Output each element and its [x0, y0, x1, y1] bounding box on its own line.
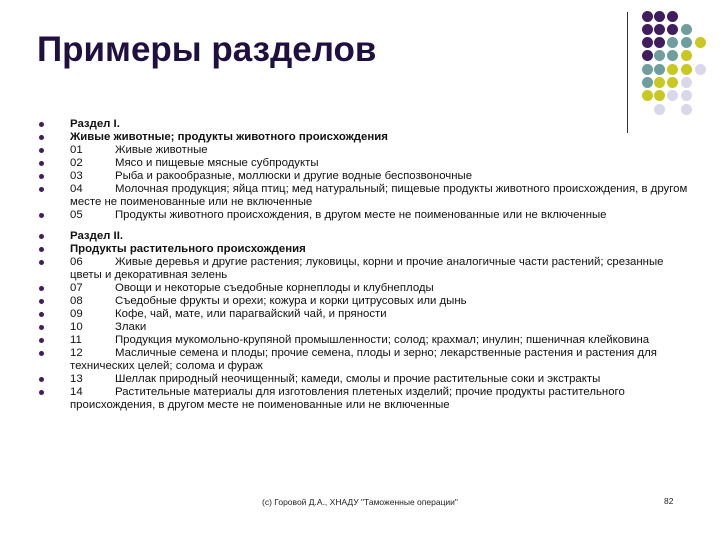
item-text: Молочная продукция; яйца птиц; мед натуральный; пищевые продукты животного происхождения, в другом месте не поименованные или не включенные	[70, 183, 688, 208]
item-text: Продукция мукомольно-крупяной промышленности; солод; крахмал; инулин; пшеничная клейковина	[115, 334, 650, 346]
item-code: 08	[70, 295, 83, 307]
decorative-dot	[642, 37, 653, 48]
decorative-dot	[642, 11, 653, 22]
decorative-dot	[667, 24, 678, 35]
decorative-dot	[654, 37, 665, 48]
decorative-dot	[681, 50, 692, 61]
item-code: 01	[70, 144, 83, 156]
decorative-dot	[642, 50, 653, 61]
list-item	[38, 230, 688, 243]
decorative-dot	[654, 104, 665, 115]
list-item	[38, 386, 688, 412]
list-item	[38, 373, 688, 386]
decorative-dot	[681, 90, 692, 101]
footer-text: (с) Горовой Д.А., ХНАДУ "Таможенные операции"	[262, 497, 458, 507]
item-text: Масличные семена и плоды; прочие семена, плоды и зерно; лекарственные растения и растения для технических целей; солома и фураж	[70, 347, 657, 372]
divider-line	[627, 12, 628, 133]
list-item	[38, 183, 688, 209]
decorative-dot	[667, 50, 678, 61]
list-item	[38, 144, 688, 157]
list-item	[38, 209, 688, 222]
item-code: 06	[70, 256, 83, 268]
item-text: Рыба и ракообразные, моллюски и другие водные беспозвоночные	[115, 170, 473, 182]
decorative-dot	[654, 64, 665, 75]
decorative-dot	[654, 90, 665, 101]
decorative-dot	[681, 77, 692, 88]
item-code: 10	[70, 321, 83, 333]
list-item	[38, 243, 688, 256]
item-text: Растительные материалы для изготовления плетеных изделий; прочие продукты растительного происхождения, в другом месте не поименованные или не включенные	[70, 386, 625, 411]
item-text: Живые деревья и другие растения; луковицы, корни и прочие аналогичные части растений; срезанные цветы и декоративная зелень	[70, 256, 664, 281]
decorative-dot	[654, 24, 665, 35]
decorative-dot	[642, 77, 653, 88]
decorative-dot	[654, 50, 665, 61]
decorative-dot	[642, 24, 653, 35]
item-text: Съедобные фрукты и орехи; кожура и корки цитрусовых или дынь	[115, 295, 467, 307]
item-text: Овощи и некоторые съедобные корнеплоды и клубнеплоды	[115, 282, 434, 294]
decorative-dot	[667, 37, 678, 48]
decorative-dot	[654, 11, 665, 22]
item-text: Продукты растительного происхождения	[70, 243, 306, 255]
list-item	[38, 256, 688, 282]
decorative-dot	[642, 90, 653, 101]
decorative-dot	[654, 77, 665, 88]
list-item	[38, 334, 688, 347]
decorative-dot	[681, 64, 692, 75]
item-code: 04	[70, 183, 83, 195]
item-text: Живые животные; продукты животного происхождения	[70, 131, 388, 143]
bullet-list	[38, 118, 688, 412]
item-code: 14	[70, 386, 83, 398]
decorative-dot	[695, 64, 706, 75]
list-item	[38, 295, 688, 308]
page-number: 82	[664, 496, 674, 506]
list-item	[38, 170, 688, 183]
list-item	[38, 118, 688, 131]
list-item	[38, 347, 688, 373]
item-text: Раздел II.	[70, 230, 124, 242]
decorative-dot	[681, 24, 692, 35]
item-text: Кофе, чай, мате, или парагвайский чай, и пряности	[115, 308, 387, 320]
item-code: 09	[70, 308, 83, 320]
list-item	[38, 308, 688, 321]
list-item	[38, 157, 688, 170]
item-text: Продукты животного происхождения, в другом месте не поименованные или не включенные	[115, 209, 607, 221]
decorative-dot	[642, 64, 653, 75]
decorative-dot	[681, 104, 692, 115]
list-item	[38, 282, 688, 295]
decorative-dot	[667, 90, 678, 101]
item-code: 02	[70, 157, 83, 169]
item-text: Шеллак природный неочищенный; камеди, смолы и прочие растительные соки и экстракты	[115, 373, 601, 385]
item-code: 12	[70, 347, 83, 359]
decorative-dot	[695, 37, 706, 48]
item-code: 03	[70, 170, 83, 182]
decorative-dot	[667, 11, 678, 22]
decorative-dot	[681, 37, 692, 48]
list-item	[38, 321, 688, 334]
decorative-dot	[667, 77, 678, 88]
item-code: 11	[70, 334, 82, 346]
item-text: Мясо и пищевые мясные субпродукты	[115, 157, 319, 169]
item-text: Живые животные	[115, 144, 208, 156]
item-text: Раздел I.	[70, 118, 120, 130]
slide-title: Примеры разделов	[37, 30, 377, 69]
item-text: Злаки	[115, 321, 147, 333]
decorative-dot	[667, 64, 678, 75]
list-item	[38, 131, 688, 144]
item-code: 13	[70, 373, 83, 385]
item-code: 05	[70, 209, 83, 221]
item-code: 07	[70, 282, 83, 294]
